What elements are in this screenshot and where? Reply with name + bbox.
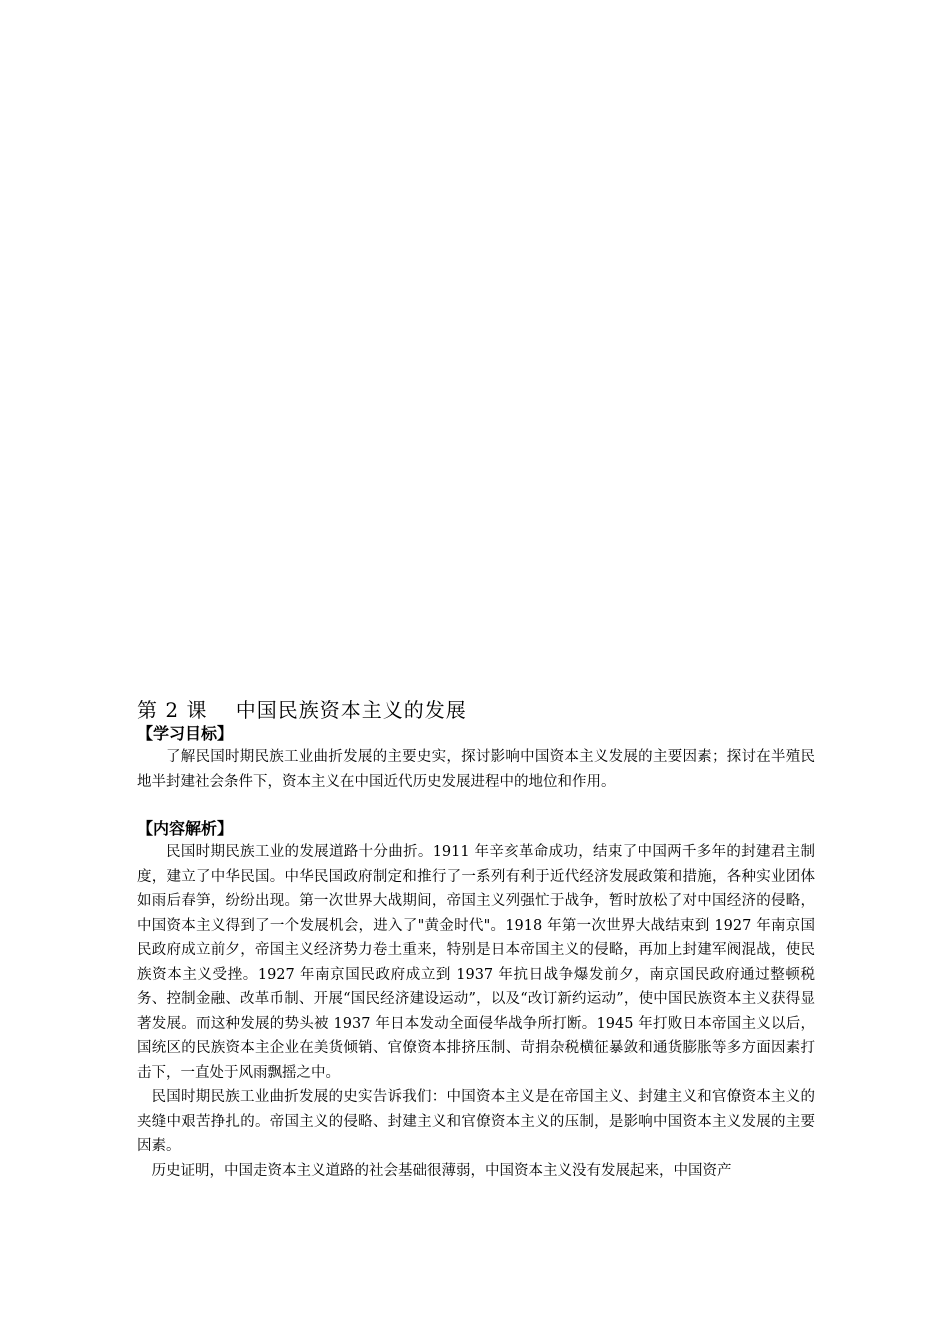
analysis-paragraph: 历史证明，中国走资本主义道路的社会基础很薄弱，中国资本主义没有发展起来，中国资产 [151, 1162, 732, 1179]
section-spacer [137, 794, 815, 818]
analysis-paragraph: 民国时期民族工业曲折发展的史实告诉我们：中国资本主义是在帝国主义、封建主义和官僚资本主义的夹缝中艰苦挣扎的。帝国主义的侵略、封建主义和官僚资本主义的压制，是影响中国资本主义发展的主要因素。 [137, 1089, 815, 1154]
analysis-heading: 【内容解析】 [137, 819, 234, 838]
objectives-text: 了解民国时期民族工业曲折发展的主要史实，探讨影响中国资本主义发展的主要因素；探讨在半殖民地半封建社会条件下，资本主义在中国近代历史发展进程中的地位和作用。 [137, 749, 815, 790]
document-page [137, 697, 815, 1183]
lesson-title: 第 2 课 中国民族资本主义的发展 [137, 698, 467, 722]
analysis-paragraph: 民国时期民族工业的发展道路十分曲折。1911 年辛亥革命成功，结束了中国两千多年的封建君主制度，建立了中华民国。中华民国政府制定和推行了一系列有利于近代经济发展政策和措施，各种实业团体如雨后春笋，纷纷出现。第一次世界大战期间，帝国主义列强忙于战争，暂时放松了对中国经济的侵略，中国资本主义得到了一个发展机会，进入了"黄金时代"。1918 年第一次世界大战结束到 1927 年南京国民政府成立前夕，帝国主义经济势力卷土重来，特别是日本帝国主义的侵略，再加上封建军阀混战，使民族资本主义受挫。1927 年南京国民政府成立到 1937 年抗日战争爆发前夕，南京国民政府通过整顿税务、控制金融、改革币制、开展“国民经济建设运动”，以及“改订新约运动”，使中国民族资本主义获得显著发展。而这种发展的势头被 1937 年日本发动全面侵华战争所打断。1945 年打败日本帝国主义以后，国统区的民族资本主企业在美货倾销、官僚资本排挤压制、苛捐杂税横征暴敛和通货膨胀等多方面因素打击下，一直处于风雨飘摇之中。 [137, 844, 815, 1081]
objectives-heading: 【学习目标】 [137, 724, 234, 743]
